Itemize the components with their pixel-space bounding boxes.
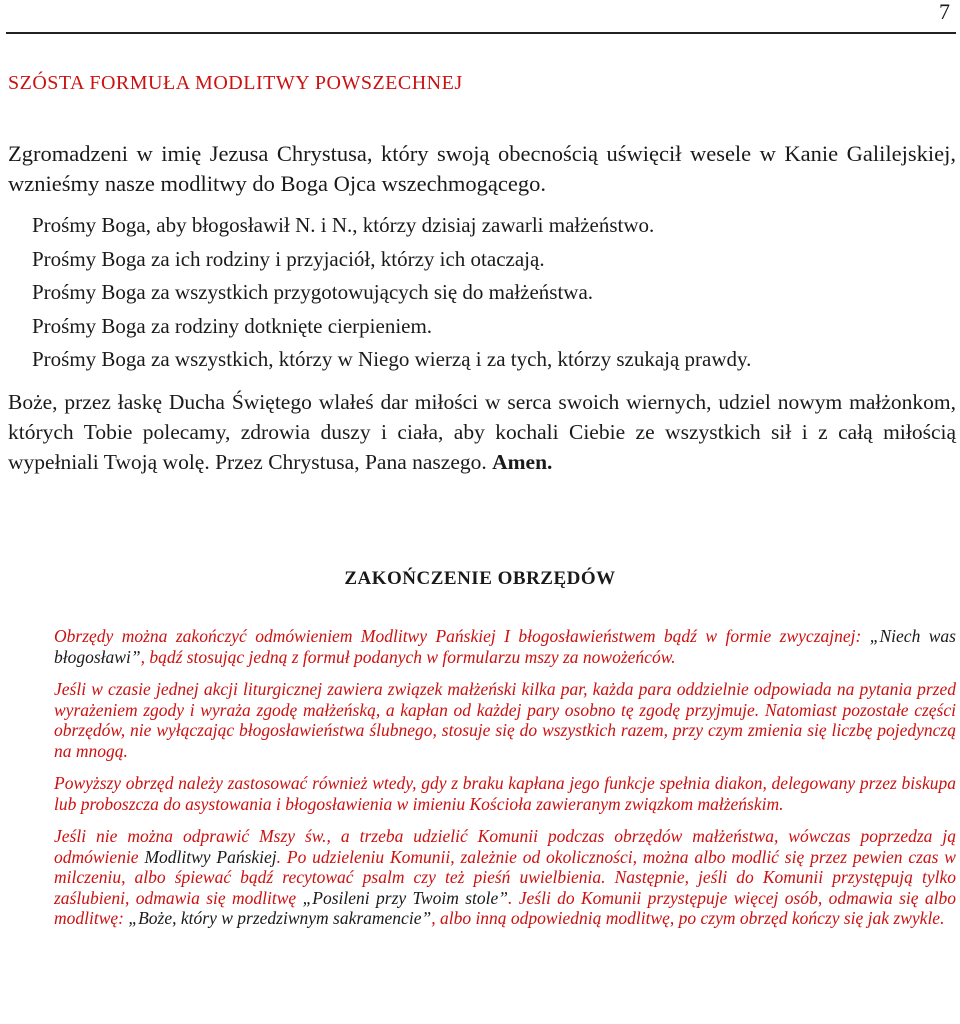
rubric-quote: „Niech was błogosławi”	[54, 626, 956, 667]
closing-prayer-text: Boże, przez łaskę Ducha Świętego wlałeś dar miłości w serca swoich wiernych, udziel nowym małżonkom, których Tobie polecamy, zdrowia duszy i ciała, aby kochali Ciebie ze wszystkich sił i z całą miłością wypełniali Twoją wolę. Przez Chrystusa, Pana naszego.	[8, 390, 956, 474]
rubric-paragraph: Powyższy obrzęd należy zastosować również wtedy, gdy z braku kapłana jego funkcje spełnia diakon, delegowany przez biskupa lub proboszcza do asystowania i błogosławienia w imieniu Kościoła zawieranym związkom małżeńskim.	[54, 773, 956, 814]
rubric-text: . Po udzieleniu Komunii, zależnie od okoliczności, można albo modlić się przez pewien czas w milczeniu, albo śpiewać bądź recytować psalm czy też pieśń uwielbienia. Następnie, jeśli do Komunii przystępują tylko zaślubieni, odmawia się modlitwę	[54, 846, 956, 908]
section-title: SZÓSTA FORMUŁA MODLITWY POWSZECHNEJ	[8, 72, 463, 94]
rubric-text: , bądź stosując jedną z formuł podanych w formularzu mszy za nowożeńców.	[140, 646, 676, 667]
intro-paragraph: Zgromadzeni w imię Jezusa Chrystusa, który swoją obecnością uświęcił wesele w Kanie Galilejskiej, wznieśmy nasze modlitwy do Boga Ojca wszechmogącego.	[8, 141, 956, 196]
header-rule	[6, 32, 956, 34]
rubric-paragraph	[54, 626, 956, 667]
rubric-quote: Modlitwy Pańskiej	[144, 846, 277, 867]
rubrics	[54, 626, 956, 941]
petitions-list	[32, 209, 952, 377]
rubric-text: . Jeśli do Komunii przystępuje więcej osób, odmawia się albo modlitwę:	[54, 887, 957, 928]
petition-item: Prośmy Boga za wszystkich przygotowujących się do małżeństwa.	[32, 280, 594, 304]
rubric-paragraph: Jeśli w czasie jednej akcji liturgicznej zawiera związek małżeński kilka par, każda para oddzielnie odpowiada na pytania przed wyrażeniem zgody i wyraża zgodę małżeńską, a kapłan od każdej pary osobno tę zgodę przyjmuje. Natomiast pozostałe części obrzędów, nie wyłączając błogosławieństwa ślubnego, stosuje się do wszystkich razem, przy czym zmienia się liczbę pojedynczą na mnogą.	[54, 679, 956, 761]
rubric-text: , albo inną odpowiednią modlitwę, po czym obrzęd kończy się jak zwykle.	[431, 908, 945, 928]
petition-item: Prośmy Boga, aby błogosławił N. i N., którzy dzisiaj zawarli małżeństwo.	[32, 213, 655, 237]
amen: Amen.	[492, 450, 553, 474]
rubric-quote: „Posileni przy Twoim stole”	[302, 887, 508, 908]
petition-item: Prośmy Boga za rodziny dotknięte cierpieniem.	[32, 313, 433, 338]
rubric-quote: „Boże, który w przedziwnym sakramencie”	[128, 908, 432, 928]
petition-item: Prośmy Boga za wszystkich, którzy w Niego wierzą i za tych, którzy szukają prawdy.	[32, 347, 752, 371]
rubric-paragraph	[54, 826, 956, 929]
closing-prayer	[8, 387, 956, 477]
rubric-text: Obrzędy można zakończyć odmówieniem Modlitwy Pańskiej I błogosławieństwem bądź w formie zwyczajnej:	[54, 626, 870, 646]
conclusion-title: ZAKOŃCZENIE OBRZĘDÓW	[344, 568, 616, 589]
petition-item: Prośmy Boga za ich rodziny i przyjaciół, którzy ich otaczają.	[32, 246, 545, 271]
rubric-text: Jeśli nie można odprawić Mszy św., a trzeba udzielić Komunii podczas obrzędów małżeństwa, wówczas poprzedza ją odmówienie	[54, 826, 956, 867]
page-number: 7	[939, 0, 950, 24]
